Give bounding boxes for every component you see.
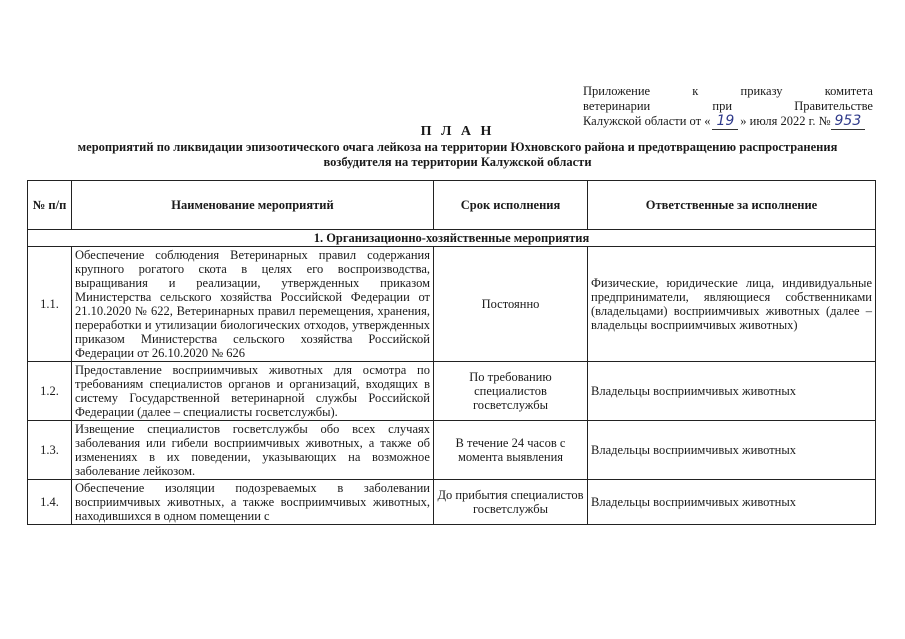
row-activity: Обеспечение соблюдения Ветеринарных правил содержания крупного рогатого скота в целях его воспроизводства, выращивания и реализации, утвержденных приказом Министерства сельского хозяйства Российской Федерации от 21.10.2020 № 622, Ветеринарных правил перемещения, хранения, переработки и утилизации биологических отходов, утвержденных приказом Министерства сельского хозяйства Российской Федерации от 26.10.2020 № 626 bbox=[72, 247, 434, 362]
appendix-text: к bbox=[692, 84, 699, 98]
row-number: 1.1. bbox=[28, 247, 72, 362]
appendix-text: комитета bbox=[824, 84, 873, 98]
handwritten-day: 19 bbox=[712, 114, 738, 130]
row-responsible: Физические, юридические лица, индивидуальные предприниматели, являющиеся собственниками (владельцами) восприимчивых животных (далее – владельцы восприимчивых животных) bbox=[588, 247, 876, 362]
header-responsible: Ответственные за исполнение bbox=[588, 181, 876, 230]
section-title: 1. Организационно-хозяйственные мероприятия bbox=[28, 230, 876, 247]
header-num: № п/п bbox=[28, 181, 72, 230]
row-activity: Извещение специалистов госветслужбы обо всех случаях заболевания или гибели восприимчивых животных, а также об изменениях в их поведении, указывающих на возможное заболевание лейкозом. bbox=[72, 421, 434, 480]
row-number: 1.2. bbox=[28, 362, 72, 421]
row-responsible: Владельцы восприимчивых животных bbox=[588, 421, 876, 480]
row-responsible: Владельцы восприимчивых животных bbox=[588, 362, 876, 421]
handwritten-order-number: 953 bbox=[831, 114, 866, 130]
table-row bbox=[28, 362, 876, 421]
table-header-row bbox=[28, 181, 876, 230]
row-term: По требованию специалистов госветслужбы bbox=[434, 362, 588, 421]
appendix-text: Правительстве bbox=[794, 99, 873, 113]
appendix-text: Приложение bbox=[583, 84, 651, 98]
appendix-text: Калужской области от « bbox=[583, 114, 711, 128]
row-activity: Обеспечение изоляции подозреваемых в заболевании восприимчивых животных, а также восприимчивых животных, находившихся в одном помещении с bbox=[72, 480, 434, 525]
appendix-line-1 bbox=[583, 84, 873, 99]
table-row bbox=[28, 480, 876, 525]
row-term: До прибытия специалистов госветслужбы bbox=[434, 480, 588, 525]
page-title: П Л А Н bbox=[420, 124, 495, 139]
page-subtitle: мероприятий по ликвидации эпизоотического очага лейкоза на территории Юхновского района и предотвращению распространения возбудителя на территории Калужской области bbox=[77, 140, 838, 169]
row-number: 1.4. bbox=[28, 480, 72, 525]
row-term: В течение 24 часов с момента выявления bbox=[434, 421, 588, 480]
row-term: Постоянно bbox=[434, 247, 588, 362]
plan-table bbox=[27, 180, 876, 525]
appendix-text: » июля 2022 г. № bbox=[740, 114, 831, 128]
appendix-text: при bbox=[712, 99, 733, 113]
row-number: 1.3. bbox=[28, 421, 72, 480]
row-activity: Предоставление восприимчивых животных для осмотра по требованиям специалистов органов и организаций, входящих в систему Государственной ветеринарной службы Российской Федерации (далее – специалисты госветслужбы). bbox=[72, 362, 434, 421]
section-row bbox=[28, 230, 876, 247]
appendix-line-2 bbox=[583, 99, 873, 114]
appendix-text: приказу bbox=[740, 84, 783, 98]
header-term: Срок исполнения bbox=[434, 181, 588, 230]
table-row bbox=[28, 247, 876, 362]
header-name: Наименование мероприятий bbox=[72, 181, 434, 230]
appendix-text: ветеринарии bbox=[583, 99, 651, 113]
row-responsible: Владельцы восприимчивых животных bbox=[588, 480, 876, 525]
table-row bbox=[28, 421, 876, 480]
